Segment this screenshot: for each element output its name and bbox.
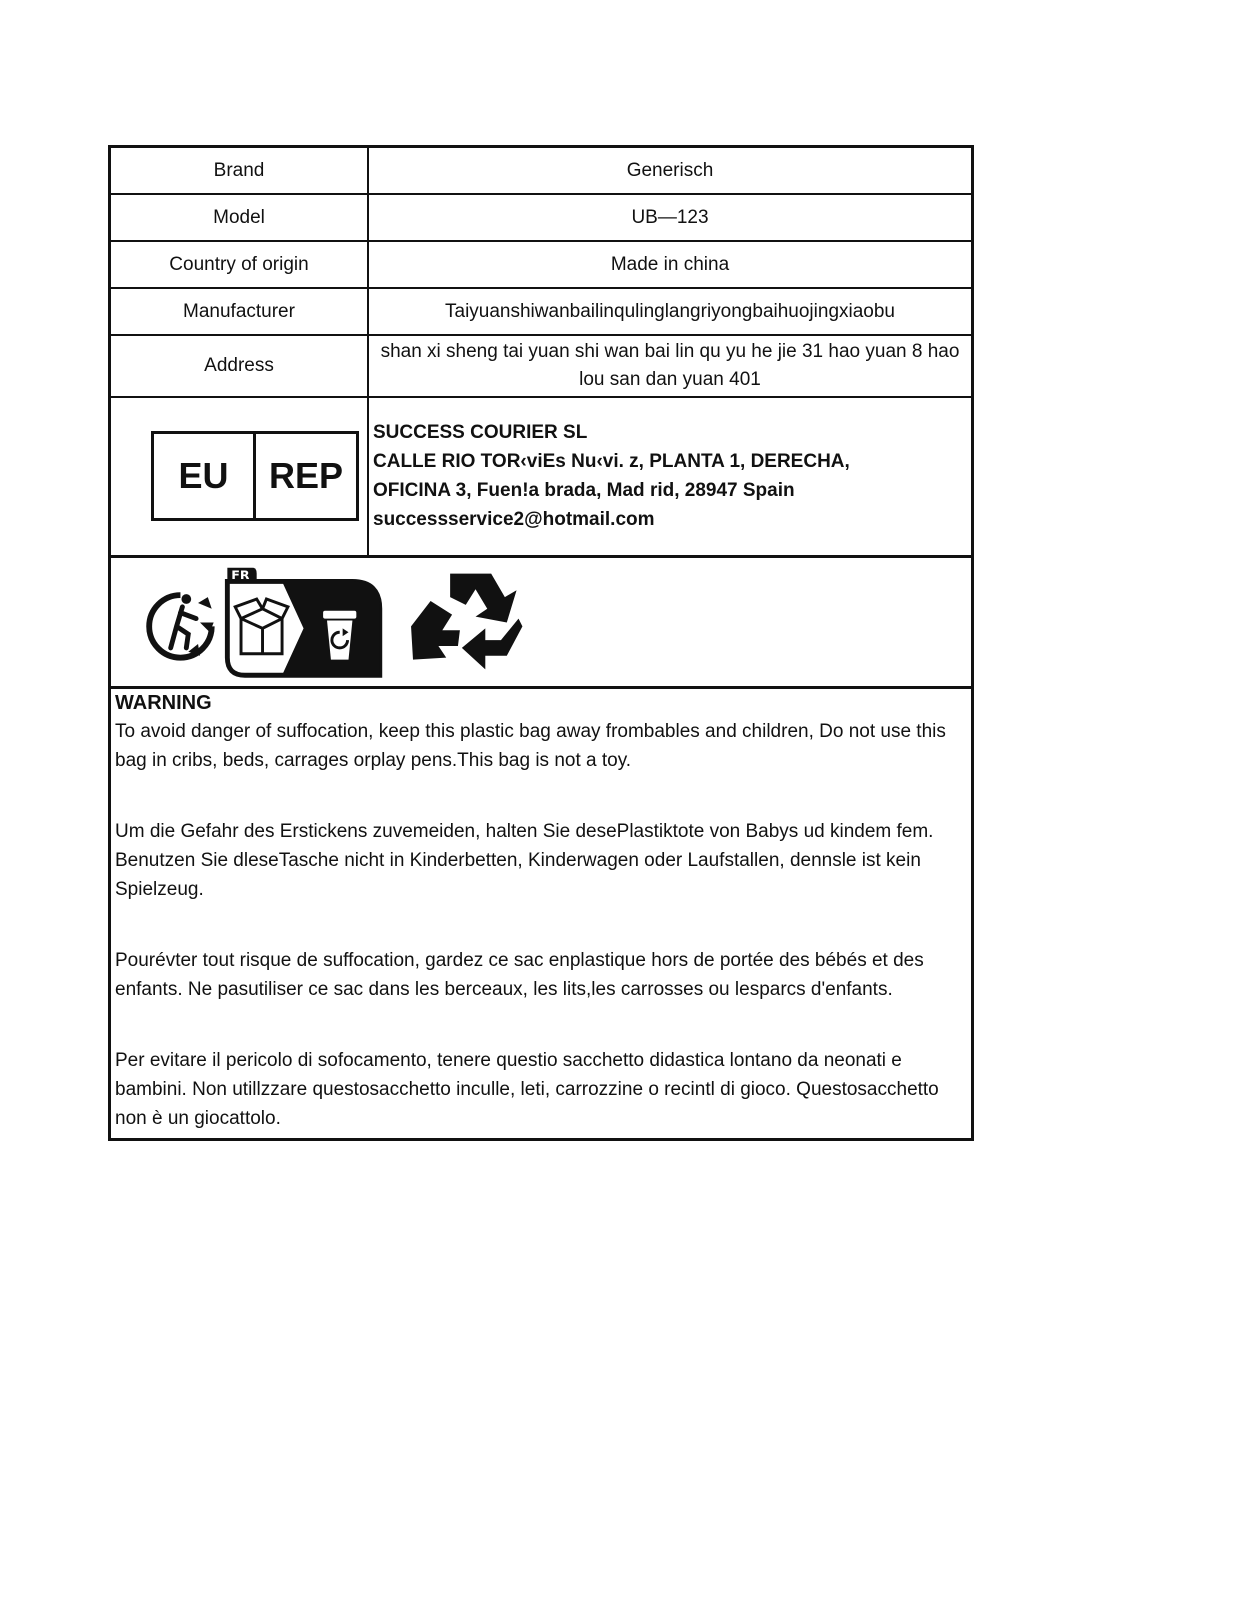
manufacturer-label: Manufacturer [111,289,369,334]
brand-label: Brand [111,148,369,193]
brand-value: Generisch [626,159,714,181]
origin-row [111,242,971,289]
warning-text-en: To avoid danger of suffocation, keep this plastic bag away frombables and children, Do not use this bag in cribs, beds, carrages orplay pens.This bag is not a toy. [115,721,946,771]
eu-rep-row [111,398,971,558]
eu-rep-company: SUCCESS COURIER SL [373,422,588,443]
eu-rep-details [373,418,961,534]
address-label: Address [111,336,369,396]
warning-section [111,689,971,1138]
address-line-2: lou san dan yuan 401 [579,369,761,390]
origin-label: Country of origin [111,242,369,287]
eu-rep-badge-eu: EU [154,434,256,518]
product-label-sheet [108,145,974,1141]
model-row [111,195,971,242]
eu-rep-email: successservice2@hotmail.com [373,509,655,530]
warning-title: WARNING [115,692,212,714]
model-value: UB—123 [631,206,709,228]
warning-text-fr: Pourévter tout risque de suffocation, gardez ce sac enplastique hors de portée des bébés et des enfants. Ne pasutiliser ce sac dans les berceaux, les lits,les carrosses ou lesparcs d'enfants. [115,950,924,1000]
eu-rep-badge-rep: REP [268,455,344,496]
address-row [111,336,971,398]
eu-rep-badge [151,431,359,521]
warning-text-it: Per evitare il pericolo di sofocamento, tenere questio sacchetto didastica lontano da neonati e bambini. Non utillzzare questosacchetto inculle, leti, carrozzine o recintl di gioco. Questosacchetto non è un giocattolo. [115,1050,939,1129]
manufacturer-row [111,289,971,336]
address-value [369,336,971,396]
brand-row [111,148,971,195]
origin-value: Made in china [610,253,730,275]
recycling-icons-row [111,558,971,689]
recycle-icon [411,574,522,670]
triman-icon [149,594,213,658]
eu-rep-address-1: CALLE RIO TOR‹viEs Nu‹vi. z, PLANTA 1, DERECHA, [373,451,850,472]
info-tri-icon [227,567,379,675]
recycling-icons [111,558,971,686]
warning-text-de: Um die Gefahr des Erstickens zuvemeiden, halten Sie desePlastiktote von Babys ud kindem fem. Benutzen Sie dleseTasche nicht in Kinderbetten, Kinderwagen oder Laufstallen, dennsle ist kein Spielzeug. [115,821,934,900]
eu-rep-address-2: OFICINA 3, Fuen!a brada, Mad rid, 28947 Spain [373,480,795,501]
fr-label: FR [231,567,250,583]
model-label: Model [111,195,369,240]
manufacturer-value: Taiyuanshiwanbailinqulinglangriyongbaihuojingxiaobu [445,300,895,322]
address-line-1: shan xi sheng tai yuan shi wan bai lin qu yu he jie 31 hao yuan 8 hao [380,341,960,362]
